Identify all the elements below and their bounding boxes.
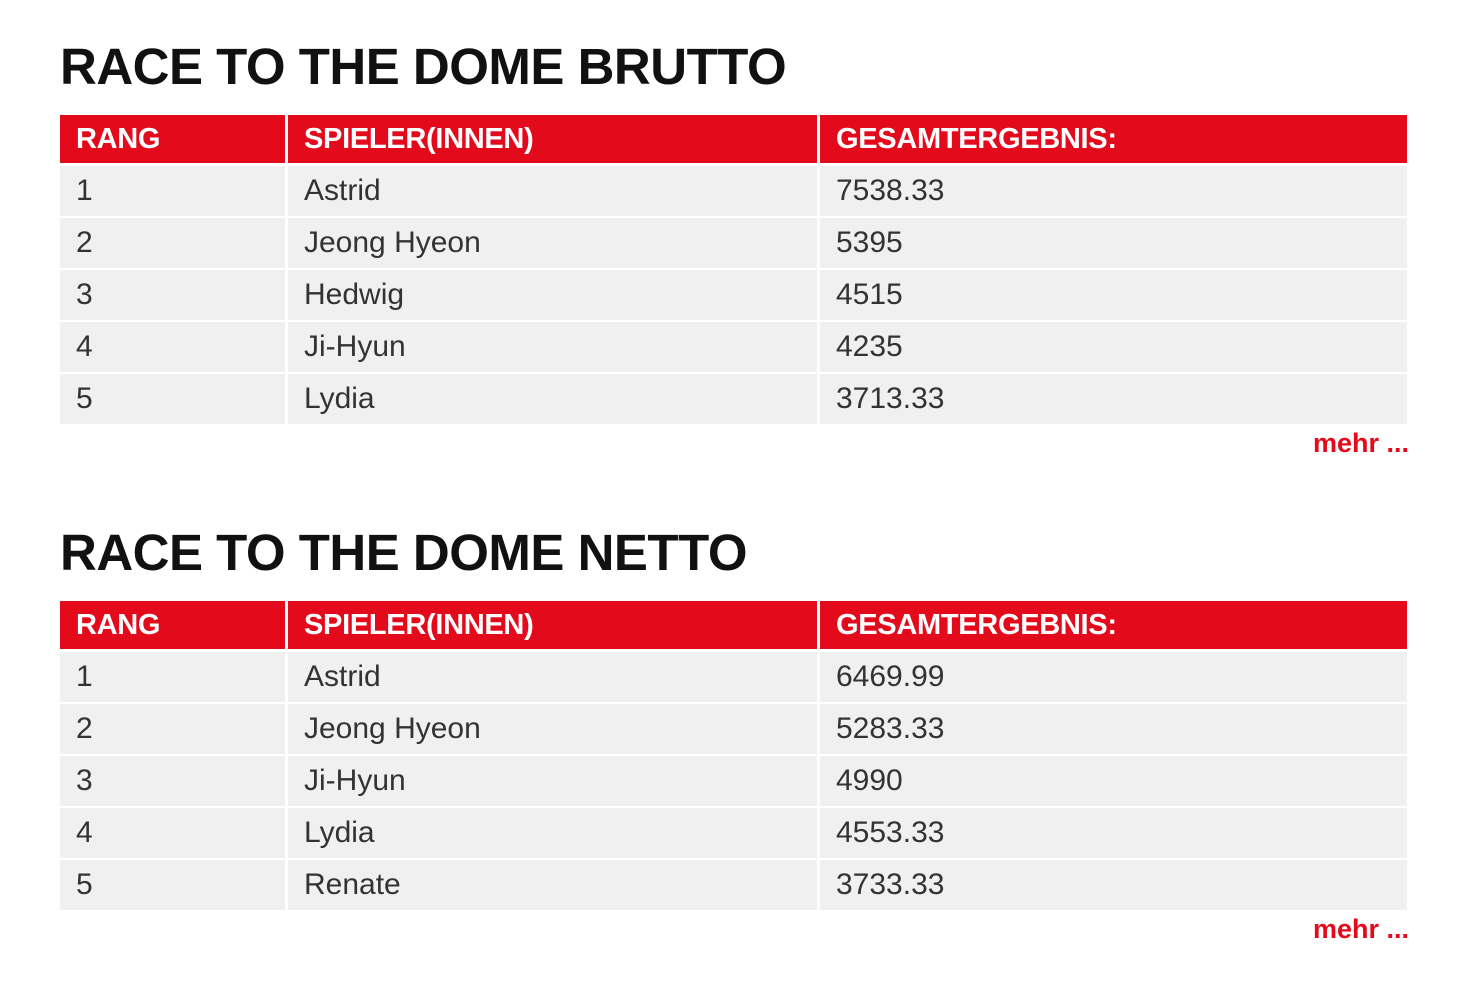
column-header-total: GESAMTERGEBNIS: <box>820 115 1407 163</box>
more-link[interactable]: mehr ... <box>1312 428 1409 458</box>
rank-cell: 5 <box>60 860 285 910</box>
table-header-row <box>60 115 1407 163</box>
column-header-total: GESAMTERGEBNIS: <box>820 601 1407 649</box>
player-cell: Jeong Hyeon <box>288 704 817 754</box>
rank-cell: 3 <box>60 756 285 806</box>
rank-cell: 1 <box>60 652 285 702</box>
table-row <box>60 270 1407 320</box>
table-row <box>60 374 1407 424</box>
table-header-row <box>60 601 1407 649</box>
table-row <box>60 860 1407 910</box>
player-cell: Renate <box>288 860 817 910</box>
rank-cell: 5 <box>60 374 285 424</box>
rank-cell: 2 <box>60 218 285 268</box>
rank-cell: 3 <box>60 270 285 320</box>
table-row <box>60 166 1407 216</box>
table-row <box>60 322 1407 372</box>
table-row <box>60 704 1407 754</box>
section-title: RACE TO THE DOME NETTO <box>60 524 747 581</box>
section-title: RACE TO THE DOME BRUTTO <box>60 38 787 95</box>
total-cell: 4515 <box>820 270 1407 320</box>
total-cell: 3733.33 <box>820 860 1407 910</box>
ranking-table <box>60 115 1407 426</box>
player-cell: Ji-Hyun <box>288 322 817 372</box>
more-link[interactable]: mehr ... <box>1312 914 1409 944</box>
rank-cell: 1 <box>60 166 285 216</box>
column-header-player: SPIELER(INNEN) <box>288 115 817 163</box>
total-cell: 7538.33 <box>820 166 1407 216</box>
player-cell: Jeong Hyeon <box>288 218 817 268</box>
brutto-leaderboard <box>60 36 1409 458</box>
total-cell: 4553.33 <box>820 808 1407 858</box>
player-cell: Ji-Hyun <box>288 756 817 806</box>
player-cell: Astrid <box>288 652 817 702</box>
total-cell: 4990 <box>820 756 1407 806</box>
column-header-player: SPIELER(INNEN) <box>288 601 817 649</box>
player-cell: Hedwig <box>288 270 817 320</box>
total-cell: 4235 <box>820 322 1407 372</box>
column-header-rank: RANG <box>60 115 285 163</box>
ranking-table <box>60 601 1407 912</box>
total-cell: 3713.33 <box>820 374 1407 424</box>
player-cell: Astrid <box>288 166 817 216</box>
total-cell: 5395 <box>820 218 1407 268</box>
rank-cell: 4 <box>60 322 285 372</box>
column-header-rank: RANG <box>60 601 285 649</box>
table-row <box>60 218 1407 268</box>
table-row <box>60 756 1407 806</box>
total-cell: 5283.33 <box>820 704 1407 754</box>
player-cell: Lydia <box>288 374 817 424</box>
table-row <box>60 808 1407 858</box>
player-cell: Lydia <box>288 808 817 858</box>
table-row <box>60 652 1407 702</box>
total-cell: 6469.99 <box>820 652 1407 702</box>
netto-leaderboard <box>60 522 1409 944</box>
rank-cell: 4 <box>60 808 285 858</box>
rank-cell: 2 <box>60 704 285 754</box>
